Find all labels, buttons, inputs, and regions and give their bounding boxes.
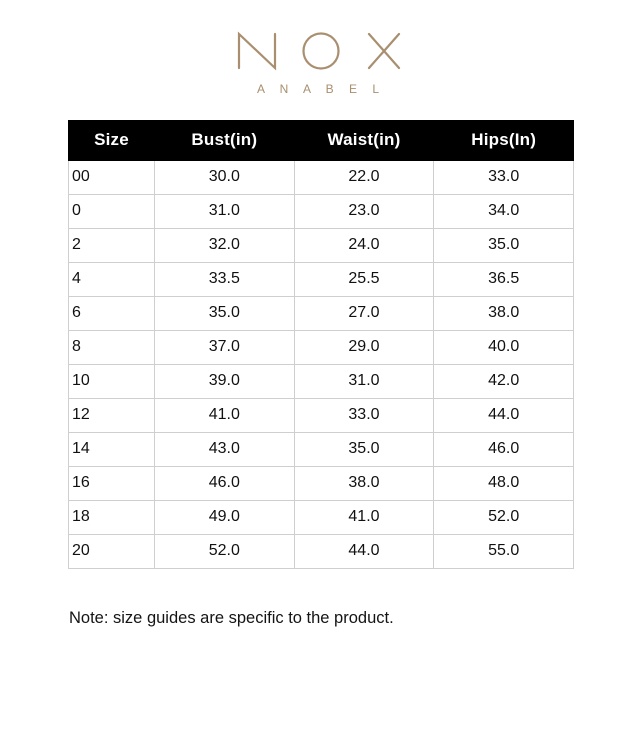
table-row [69, 433, 574, 467]
cell-hips: 40.0 [434, 331, 574, 365]
cell-waist: 35.0 [294, 433, 434, 467]
table-row [69, 195, 574, 229]
table-row [69, 467, 574, 501]
cell-bust: 30.0 [155, 161, 295, 195]
column-header-size: Size [69, 121, 155, 161]
cell-hips: 38.0 [434, 297, 574, 331]
cell-size: 6 [69, 297, 155, 331]
nox-wordmark-icon [221, 24, 421, 76]
cell-waist: 24.0 [294, 229, 434, 263]
cell-waist: 33.0 [294, 399, 434, 433]
table-body [69, 161, 574, 569]
cell-hips: 35.0 [434, 229, 574, 263]
cell-waist: 29.0 [294, 331, 434, 365]
cell-bust: 31.0 [155, 195, 295, 229]
table-row [69, 365, 574, 399]
cell-bust: 39.0 [155, 365, 295, 399]
table-row [69, 535, 574, 569]
cell-size: 0 [69, 195, 155, 229]
cell-size: 20 [69, 535, 155, 569]
cell-waist: 41.0 [294, 501, 434, 535]
brand-logo [0, 0, 642, 96]
table-row [69, 331, 574, 365]
cell-bust: 43.0 [155, 433, 295, 467]
cell-size: 8 [69, 331, 155, 365]
cell-size: 12 [69, 399, 155, 433]
cell-waist: 27.0 [294, 297, 434, 331]
brand-subtitle: A N A B E L [256, 82, 386, 96]
cell-hips: 36.5 [434, 263, 574, 297]
cell-hips: 55.0 [434, 535, 574, 569]
size-chart [68, 120, 574, 569]
table-row [69, 161, 574, 195]
cell-size: 00 [69, 161, 155, 195]
table-row [69, 297, 574, 331]
cell-waist: 44.0 [294, 535, 434, 569]
column-header-bust: Bust(in) [155, 121, 295, 161]
column-header-waist: Waist(in) [294, 121, 434, 161]
cell-bust: 52.0 [155, 535, 295, 569]
cell-size: 2 [69, 229, 155, 263]
cell-bust: 32.0 [155, 229, 295, 263]
size-table [68, 120, 574, 569]
cell-waist: 23.0 [294, 195, 434, 229]
cell-hips: 33.0 [434, 161, 574, 195]
cell-waist: 31.0 [294, 365, 434, 399]
cell-bust: 37.0 [155, 331, 295, 365]
cell-bust: 49.0 [155, 501, 295, 535]
table-header-row [69, 121, 574, 161]
cell-bust: 46.0 [155, 467, 295, 501]
table-row [69, 501, 574, 535]
cell-size: 16 [69, 467, 155, 501]
table-row [69, 229, 574, 263]
cell-bust: 41.0 [155, 399, 295, 433]
cell-size: 4 [69, 263, 155, 297]
cell-size: 10 [69, 365, 155, 399]
cell-hips: 42.0 [434, 365, 574, 399]
column-header-hips: Hips(In) [434, 121, 574, 161]
table-row [69, 399, 574, 433]
cell-hips: 44.0 [434, 399, 574, 433]
cell-bust: 35.0 [155, 297, 295, 331]
size-guide-note: Note: size guides are specific to the product. [69, 609, 394, 627]
cell-waist: 22.0 [294, 161, 434, 195]
cell-size: 18 [69, 501, 155, 535]
cell-hips: 46.0 [434, 433, 574, 467]
cell-waist: 38.0 [294, 467, 434, 501]
cell-size: 14 [69, 433, 155, 467]
table-row [69, 263, 574, 297]
cell-hips: 48.0 [434, 467, 574, 501]
cell-bust: 33.5 [155, 263, 295, 297]
cell-waist: 25.5 [294, 263, 434, 297]
cell-hips: 34.0 [434, 195, 574, 229]
cell-hips: 52.0 [434, 501, 574, 535]
